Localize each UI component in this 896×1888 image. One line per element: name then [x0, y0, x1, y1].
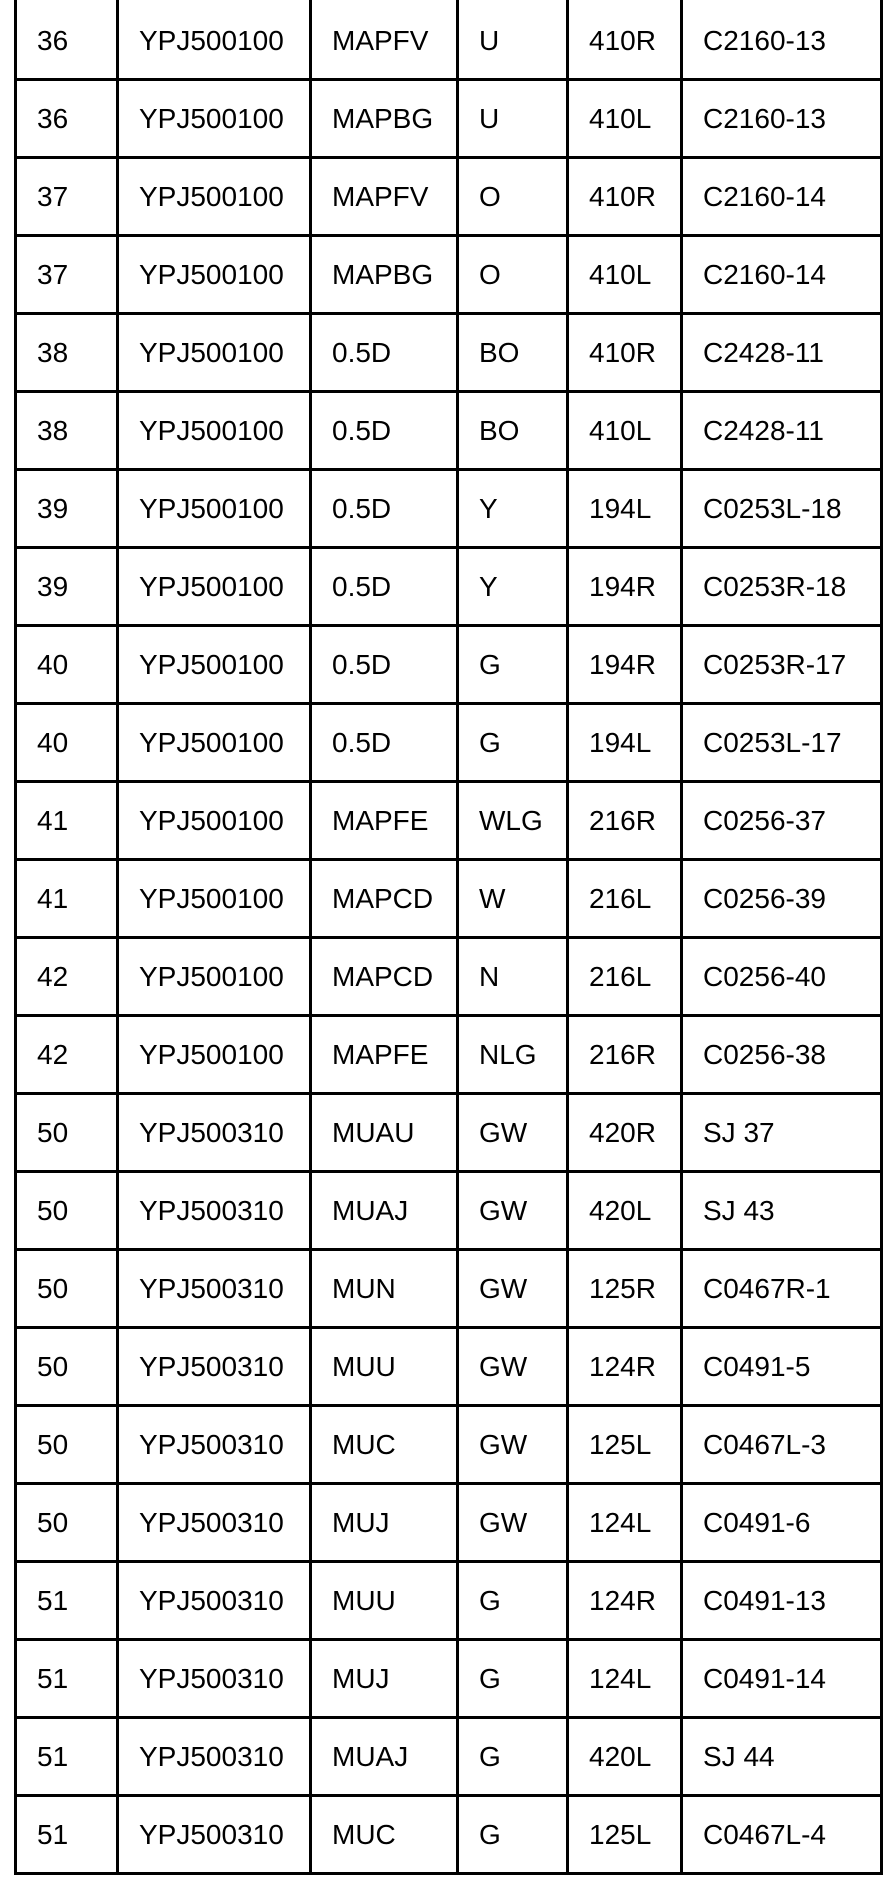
table-cell: 51: [16, 1796, 118, 1874]
table-cell: C0467R-1: [682, 1250, 882, 1328]
table-cell: MUAU: [311, 1094, 458, 1172]
table-cell: MAPBG: [311, 80, 458, 158]
table-cell: O: [458, 158, 568, 236]
table-row: [16, 1562, 882, 1640]
table-cell: YPJ500100: [118, 626, 311, 704]
table-row: [16, 1640, 882, 1718]
table-cell: 125L: [568, 1406, 682, 1484]
table-cell: G: [458, 1718, 568, 1796]
table-cell: 124R: [568, 1562, 682, 1640]
table-cell: C0491-5: [682, 1328, 882, 1406]
table-cell: 420R: [568, 1094, 682, 1172]
table-cell: 410R: [568, 158, 682, 236]
table-cell: 410L: [568, 236, 682, 314]
table-cell: YPJ500310: [118, 1484, 311, 1562]
table-cell: MUAJ: [311, 1718, 458, 1796]
table-cell: 50: [16, 1406, 118, 1484]
table-cell: YPJ500100: [118, 938, 311, 1016]
table-cell: YPJ500310: [118, 1796, 311, 1874]
table-cell: C2428-11: [682, 314, 882, 392]
table-row: [16, 782, 882, 860]
table-cell: 0.5D: [311, 392, 458, 470]
table-cell: YPJ500310: [118, 1328, 311, 1406]
table-cell: 40: [16, 704, 118, 782]
table-cell: 50: [16, 1328, 118, 1406]
table-cell: BO: [458, 314, 568, 392]
table-cell: C0253R-17: [682, 626, 882, 704]
table-cell: 36: [16, 2, 118, 80]
table-cell: MUJ: [311, 1484, 458, 1562]
table-cell: MAPBG: [311, 236, 458, 314]
table-cell: GW: [458, 1172, 568, 1250]
table-row: [16, 1250, 882, 1328]
table-cell: GW: [458, 1328, 568, 1406]
table-cell: 50: [16, 1250, 118, 1328]
table-cell: 37: [16, 236, 118, 314]
table-cell: G: [458, 626, 568, 704]
table-cell: U: [458, 2, 568, 80]
table-cell: 410R: [568, 314, 682, 392]
table-cell: G: [458, 704, 568, 782]
table-cell: 124L: [568, 1640, 682, 1718]
table-row: [16, 1094, 882, 1172]
table-row: [16, 704, 882, 782]
table-cell: C2160-13: [682, 80, 882, 158]
table-cell: 216L: [568, 938, 682, 1016]
table-cell: 41: [16, 860, 118, 938]
table-cell: 125L: [568, 1796, 682, 1874]
table-cell: G: [458, 1796, 568, 1874]
table-cell: C0253R-18: [682, 548, 882, 626]
table-cell: YPJ500310: [118, 1172, 311, 1250]
table-cell: 38: [16, 314, 118, 392]
table-cell: C0256-37: [682, 782, 882, 860]
table-row: [16, 470, 882, 548]
table-cell: 216L: [568, 860, 682, 938]
table-cell: C0467L-3: [682, 1406, 882, 1484]
table-cell: YPJ500100: [118, 158, 311, 236]
table-cell: 410R: [568, 2, 682, 80]
table-row: [16, 938, 882, 1016]
table-cell: C0256-40: [682, 938, 882, 1016]
table-row: [16, 80, 882, 158]
table-cell: MUU: [311, 1328, 458, 1406]
table-cell: SJ 43: [682, 1172, 882, 1250]
table-cell: YPJ500100: [118, 470, 311, 548]
table-cell: YPJ500100: [118, 236, 311, 314]
table-cell: 410L: [568, 80, 682, 158]
table-cell: C0253L-17: [682, 704, 882, 782]
table-cell: 42: [16, 938, 118, 1016]
table-cell: 51: [16, 1562, 118, 1640]
table-cell: YPJ500100: [118, 548, 311, 626]
table-cell: MUC: [311, 1406, 458, 1484]
table-cell: C0491-13: [682, 1562, 882, 1640]
table-cell: YPJ500100: [118, 1016, 311, 1094]
table-cell: MAPCD: [311, 938, 458, 1016]
table-cell: GW: [458, 1484, 568, 1562]
table-cell: 0.5D: [311, 704, 458, 782]
table-cell: G: [458, 1562, 568, 1640]
table-cell: 50: [16, 1484, 118, 1562]
table-cell: MUU: [311, 1562, 458, 1640]
table-cell: 194R: [568, 626, 682, 704]
table-cell: 125R: [568, 1250, 682, 1328]
table-cell: 420L: [568, 1718, 682, 1796]
table-cell: YPJ500100: [118, 2, 311, 80]
table-cell: 194R: [568, 548, 682, 626]
table-cell: G: [458, 1640, 568, 1718]
table-cell: MAPFV: [311, 2, 458, 80]
table-cell: 50: [16, 1172, 118, 1250]
table-cell: GW: [458, 1094, 568, 1172]
table-cell: 420L: [568, 1172, 682, 1250]
table-row: [16, 548, 882, 626]
table-row: [16, 1328, 882, 1406]
table-cell: 194L: [568, 470, 682, 548]
table-row: [16, 1718, 882, 1796]
table-cell: 39: [16, 470, 118, 548]
table-row: [16, 1016, 882, 1094]
table-cell: YPJ500310: [118, 1406, 311, 1484]
table-cell: YPJ500310: [118, 1094, 311, 1172]
table-cell: YPJ500310: [118, 1718, 311, 1796]
table-cell: 37: [16, 158, 118, 236]
table-cell: YPJ500310: [118, 1250, 311, 1328]
table-cell: YPJ500100: [118, 80, 311, 158]
table-cell: 0.5D: [311, 314, 458, 392]
table-cell: YPJ500310: [118, 1562, 311, 1640]
data-table: [14, 0, 883, 1875]
table-cell: MAPFV: [311, 158, 458, 236]
table-cell: YPJ500100: [118, 704, 311, 782]
table-row: [16, 626, 882, 704]
table-cell: 40: [16, 626, 118, 704]
table-cell: BO: [458, 392, 568, 470]
table-cell: C2428-11: [682, 392, 882, 470]
table-cell: YPJ500100: [118, 392, 311, 470]
table-row: [16, 158, 882, 236]
table-cell: MUAJ: [311, 1172, 458, 1250]
table-cell: Y: [458, 470, 568, 548]
table-row: [16, 1484, 882, 1562]
table-cell: MUJ: [311, 1640, 458, 1718]
table-row: [16, 1796, 882, 1874]
table-cell: YPJ500310: [118, 1640, 311, 1718]
table-row: [16, 236, 882, 314]
table-cell: C0491-14: [682, 1640, 882, 1718]
table-cell: MUN: [311, 1250, 458, 1328]
table-cell: 0.5D: [311, 626, 458, 704]
table-cell: WLG: [458, 782, 568, 860]
table-cell: NLG: [458, 1016, 568, 1094]
table-cell: 194L: [568, 704, 682, 782]
table-cell: W: [458, 860, 568, 938]
table-cell: 216R: [568, 1016, 682, 1094]
table-row: [16, 392, 882, 470]
table-row: [16, 314, 882, 392]
table-cell: U: [458, 80, 568, 158]
table-cell: 50: [16, 1094, 118, 1172]
table-cell: 0.5D: [311, 470, 458, 548]
table-row: [16, 1172, 882, 1250]
table-cell: C2160-14: [682, 236, 882, 314]
table-cell: C0253L-18: [682, 470, 882, 548]
table-body: [16, 2, 882, 1874]
table-cell: C2160-14: [682, 158, 882, 236]
table-cell: SJ 44: [682, 1718, 882, 1796]
table-cell: C2160-13: [682, 2, 882, 80]
table-cell: C0256-38: [682, 1016, 882, 1094]
table-cell: SJ 37: [682, 1094, 882, 1172]
table-cell: 51: [16, 1718, 118, 1796]
table-row: [16, 2, 882, 80]
table-cell: YPJ500100: [118, 860, 311, 938]
table-row: [16, 1406, 882, 1484]
table-cell: MAPCD: [311, 860, 458, 938]
table-cell: GW: [458, 1250, 568, 1328]
table-cell: MUC: [311, 1796, 458, 1874]
table-cell: 410L: [568, 392, 682, 470]
data-table-container: [14, 0, 880, 1875]
table-cell: 42: [16, 1016, 118, 1094]
table-cell: 124L: [568, 1484, 682, 1562]
table-cell: N: [458, 938, 568, 1016]
table-row: [16, 860, 882, 938]
table-cell: C0467L-4: [682, 1796, 882, 1874]
table-cell: 124R: [568, 1328, 682, 1406]
table-cell: 41: [16, 782, 118, 860]
table-cell: Y: [458, 548, 568, 626]
table-cell: 0.5D: [311, 548, 458, 626]
table-cell: C0256-39: [682, 860, 882, 938]
table-cell: C0491-6: [682, 1484, 882, 1562]
table-cell: 216R: [568, 782, 682, 860]
table-cell: 36: [16, 80, 118, 158]
table-cell: O: [458, 236, 568, 314]
table-cell: 39: [16, 548, 118, 626]
table-cell: YPJ500100: [118, 314, 311, 392]
table-cell: 38: [16, 392, 118, 470]
table-cell: YPJ500100: [118, 782, 311, 860]
table-cell: MAPFE: [311, 782, 458, 860]
table-cell: MAPFE: [311, 1016, 458, 1094]
table-cell: GW: [458, 1406, 568, 1484]
table-cell: 51: [16, 1640, 118, 1718]
